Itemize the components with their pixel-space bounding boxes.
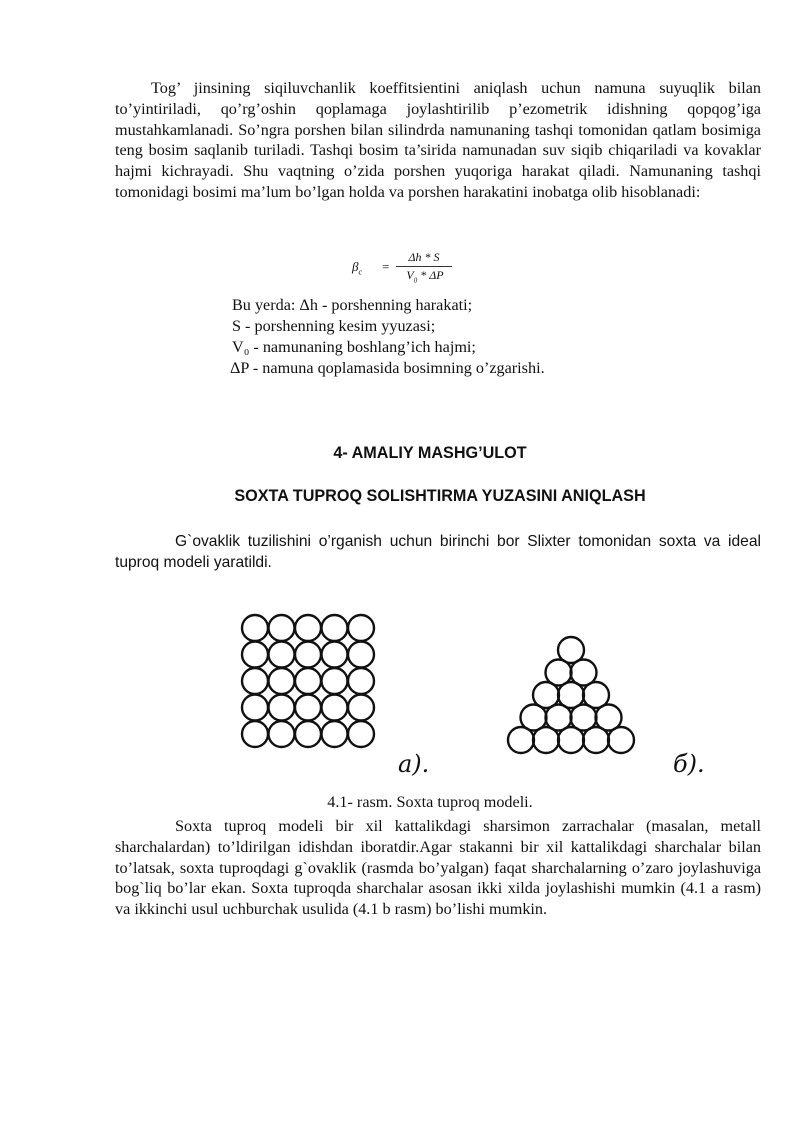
square-packing-sphere — [322, 668, 348, 694]
figure-label-b-text: б). — [673, 750, 705, 778]
square-packing-sphere — [269, 721, 295, 747]
formula-numerator: Δh * S — [408, 250, 440, 264]
definition-dp: ΔP - namuna qoplamasida bosimning o’zgarishi. — [230, 359, 545, 377]
square-packing-sphere — [295, 642, 321, 668]
section-subtitle: SOXTA TUPROQ SOLISHTIRMA YUZASINI ANIQLASH — [234, 487, 646, 505]
square-packing-diagram — [242, 615, 374, 747]
formula-denominator: $V_0$ * ΔP — [406, 268, 444, 285]
triangular-packing-sphere — [608, 727, 634, 753]
square-packing-sphere — [269, 695, 295, 721]
square-packing-sphere — [322, 642, 348, 668]
square-packing-sphere — [348, 642, 374, 668]
paragraph-3: Soxta tuproq modeli bir xil kattalikdagi sharsimon zarrachalar (masalan, metall sharchalardan) to’ldirilgan idishdan iboratdir.Agar stakanni bir xil kattalikdagi sharchalar bilan to’latsak, soxta tuproqdagi g`ovaklik (rasmda bo’yalgan) faqat sharchalarning o’zaro joylashuviga bog`liq bo’lar ekan. Soxta tuproqda sharchalar asosan ikki xilda joylashishi mumkin (4.1 a rasm) va ikkinchi usul uchburchak usulida (4.1 b rasm) bo’lishi mumkin. — [115, 817, 761, 919]
triangular-packing-sphere — [508, 727, 534, 753]
square-packing-sphere — [295, 615, 321, 641]
square-packing-sphere — [295, 721, 321, 747]
definition-s: S - porshenning kesim yyuzasi; — [232, 317, 436, 335]
section-title: 4- AMALIY MASHG’ULOT — [333, 444, 527, 462]
square-packing-sphere — [348, 721, 374, 747]
paragraph-2: G`ovaklik tuzilishini o’rganish uchun birinchi bor Slixter tomonidan soxta va ideal tuproq modeli yaratildi. — [115, 533, 761, 571]
square-packing-sphere — [295, 695, 321, 721]
square-packing-sphere — [348, 615, 374, 641]
triangular-packing-sphere — [533, 727, 559, 753]
definition-dh: Bu yerda: Δh - porshenning harakati; — [232, 296, 473, 314]
square-packing-sphere — [322, 721, 348, 747]
formula-equals: = — [382, 259, 390, 274]
square-packing-sphere — [322, 695, 348, 721]
square-packing-sphere — [269, 668, 295, 694]
definition-v0: V₀ - namunaning boshlang’ich hajmi; — [232, 338, 476, 356]
square-packing-sphere — [242, 721, 268, 747]
square-packing-sphere — [348, 695, 374, 721]
square-packing-sphere — [242, 615, 268, 641]
triangle-figure-area — [505, 600, 745, 785]
triangular-packing-sphere — [558, 727, 584, 753]
square-packing-sphere — [269, 642, 295, 668]
square-packing-sphere — [242, 668, 268, 694]
intro-paragraph: Tog’ jinsining siqiluvchanlik koeffitsientini aniqlash uchun namuna suyuqlik bilan to’yintiriladi, qo’rg’oshin qoplamaga joylashtirilib p’ezometrik idishning qopqog’iga mustahkamlanadi. So’ngra porshen bilan silindrda namunaning tashqi tomonidan qatlam bosimiga teng bosim saqlanib turiladi. Tashqi bosim ta’sirida namunadan suv siqib chiqariladi va kovaklar hajmi kichrayadi. Shu vaqtning o’zida porshen yuqoriga harakat qiladi. Namunaning tashqi tomonidagi bosimi ma’lum bo’lgan holda va porshen harakatini inobatga olib hisoblanadi: — [115, 79, 761, 201]
triangular-packing-sphere — [583, 727, 609, 753]
square-packing-sphere — [295, 668, 321, 694]
square-packing-sphere — [348, 668, 374, 694]
formula-fraction-bar — [396, 266, 452, 267]
square-packing-sphere — [269, 615, 295, 641]
figure-caption: 4.1- rasm. Soxta tuproq modeli. — [327, 793, 533, 811]
figure-label-a: a). — [398, 750, 430, 778]
triangle-circles — [508, 637, 634, 753]
formula-lhs: $\beta_c$ — [352, 259, 363, 277]
compressibility-formula — [352, 247, 462, 287]
square-packing-sphere — [242, 642, 268, 668]
square-packing-sphere — [322, 615, 348, 641]
square-packing-sphere — [242, 695, 268, 721]
